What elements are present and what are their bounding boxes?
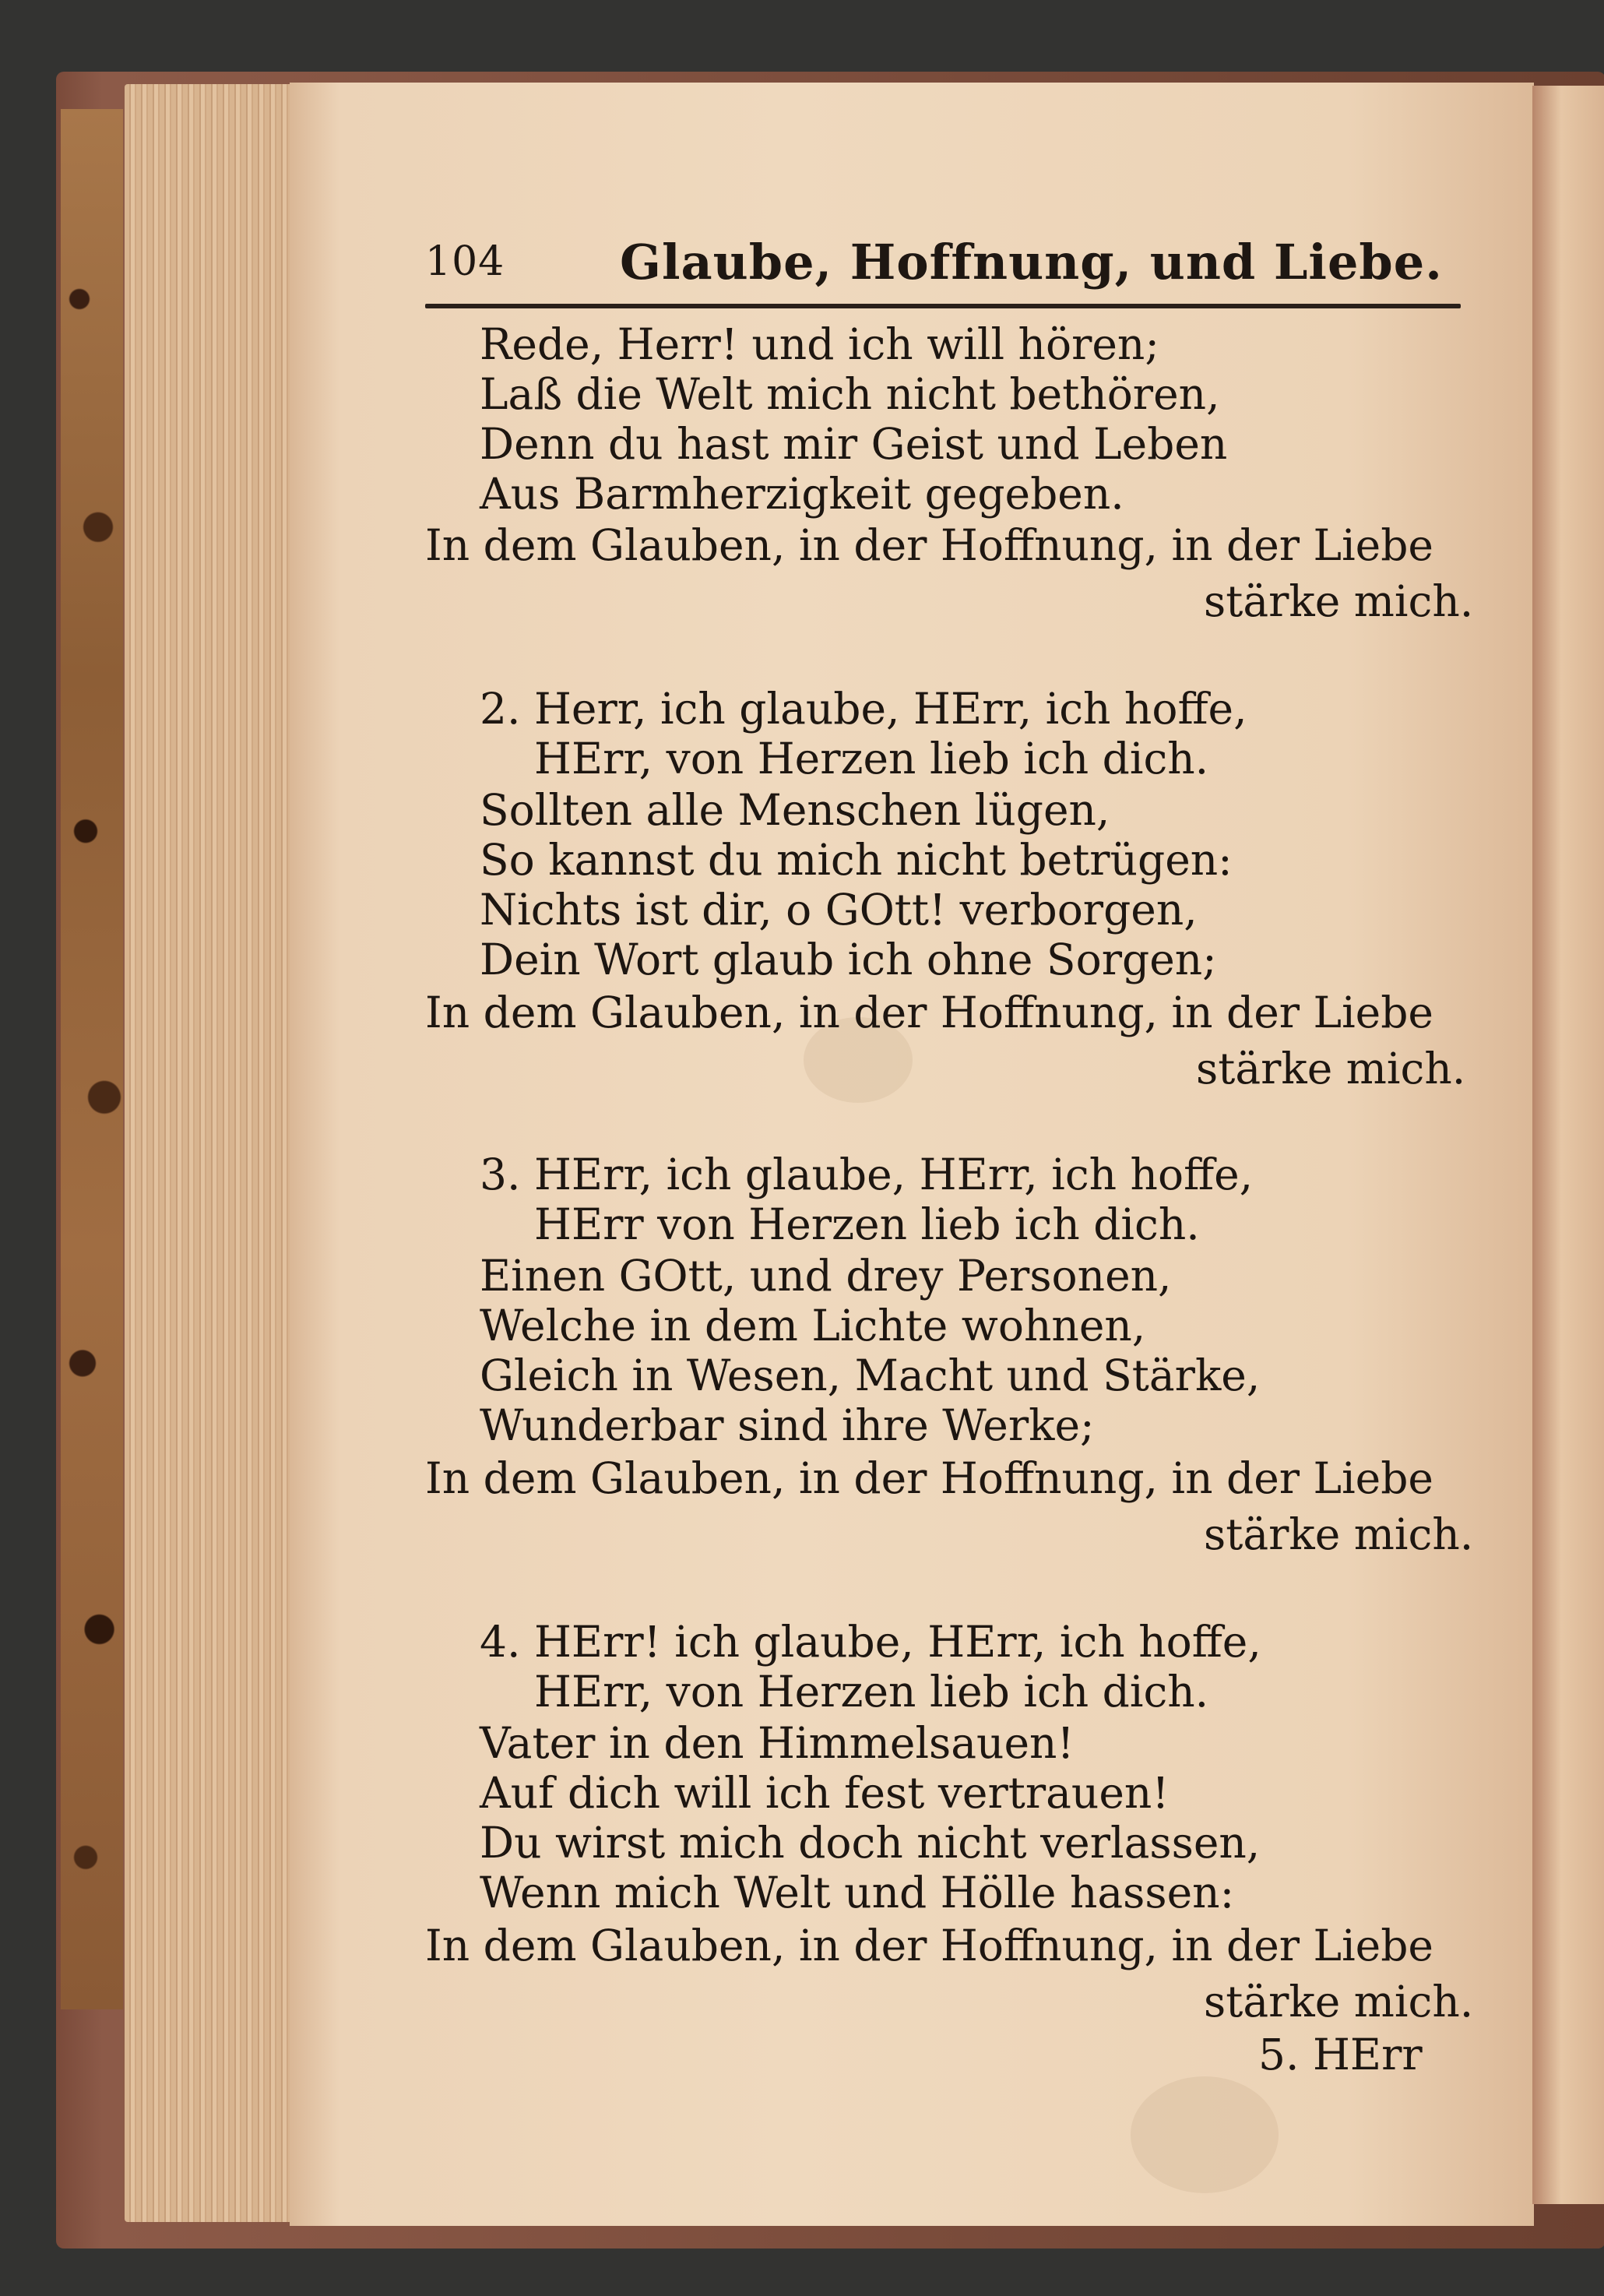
refrain-line: In dem Glauben, in der Hoffnung, in der Liebe bbox=[425, 988, 1433, 1037]
foxing-stain bbox=[1131, 2076, 1279, 2193]
running-title: Glaube, Hoffnung, und Liebe. bbox=[620, 234, 1443, 291]
verse-line: Nichts ist dir, o GOtt! verborgen, bbox=[480, 885, 1198, 935]
verse-line: Einen GOtt, und drey Personen, bbox=[480, 1251, 1172, 1301]
verse-line: Dein Wort glaub ich ohne Sorgen; bbox=[480, 935, 1217, 984]
verse-line: Du wirst mich doch nicht verlassen, bbox=[480, 1818, 1261, 1868]
refrain-end: stärke mich. bbox=[1196, 1044, 1466, 1093]
verse-line: Rede, Herr! und ich will hören; bbox=[480, 319, 1159, 369]
verse-line: Welche in dem Lichte wohnen, bbox=[480, 1301, 1146, 1350]
marbled-spine-paper bbox=[61, 109, 123, 2009]
page-edges bbox=[125, 84, 292, 2222]
verse-line: Denn du hast mir Geist und Leben bbox=[480, 419, 1228, 469]
verse-line: Laß die Welt mich nicht bethören, bbox=[480, 369, 1220, 419]
verse-line: Auf dich will ich fest vertrauen! bbox=[480, 1768, 1170, 1818]
header-rule bbox=[425, 304, 1461, 308]
refrain-end: stärke mich. bbox=[1204, 1977, 1474, 2027]
refrain-line: In dem Glauben, in der Hoffnung, in der Liebe bbox=[425, 1921, 1433, 1970]
stanza-first-line: 4. HErr! ich glaube, HErr, ich hoffe, bbox=[480, 1617, 1261, 1667]
stanza-second-line: HErr, von Herzen lieb ich dich. bbox=[534, 734, 1209, 784]
verse-line: Wunderbar sind ihre Werke; bbox=[480, 1400, 1095, 1450]
refrain-line: In dem Glauben, in der Hoffnung, in der Liebe bbox=[425, 520, 1433, 570]
verse-line: So kannst du mich nicht betrügen: bbox=[480, 835, 1233, 885]
stanza-second-line: HErr, von Herzen lieb ich dich. bbox=[534, 1667, 1209, 1717]
page-number: 104 bbox=[425, 238, 505, 285]
verse-line: Vater in den Himmelsauen! bbox=[480, 1718, 1075, 1768]
refrain-line: In dem Glauben, in der Hoffnung, in der Liebe bbox=[425, 1453, 1433, 1503]
page-header bbox=[425, 234, 1461, 308]
verse-line: Wenn mich Welt und Hölle hassen: bbox=[480, 1868, 1235, 1917]
stanza-first-line: 3. HErr, ich glaube, HErr, ich hoffe, bbox=[480, 1150, 1254, 1199]
refrain-end: stärke mich. bbox=[1204, 576, 1474, 626]
facing-page-edge bbox=[1532, 86, 1604, 2204]
verse-line: Sollten alle Menschen lügen, bbox=[480, 785, 1110, 835]
stanza-second-line: HErr von Herzen lieb ich dich. bbox=[534, 1199, 1200, 1249]
verse-line: Gleich in Wesen, Macht und Stärke, bbox=[480, 1350, 1261, 1400]
catchword: 5. HErr bbox=[1258, 2030, 1423, 2079]
verse-line: Aus Barmherzigkeit gegeben. bbox=[480, 469, 1124, 519]
refrain-end: stärke mich. bbox=[1204, 1509, 1474, 1559]
stanza-first-line: 2. Herr, ich glaube, HErr, ich hoffe, bbox=[480, 684, 1247, 734]
